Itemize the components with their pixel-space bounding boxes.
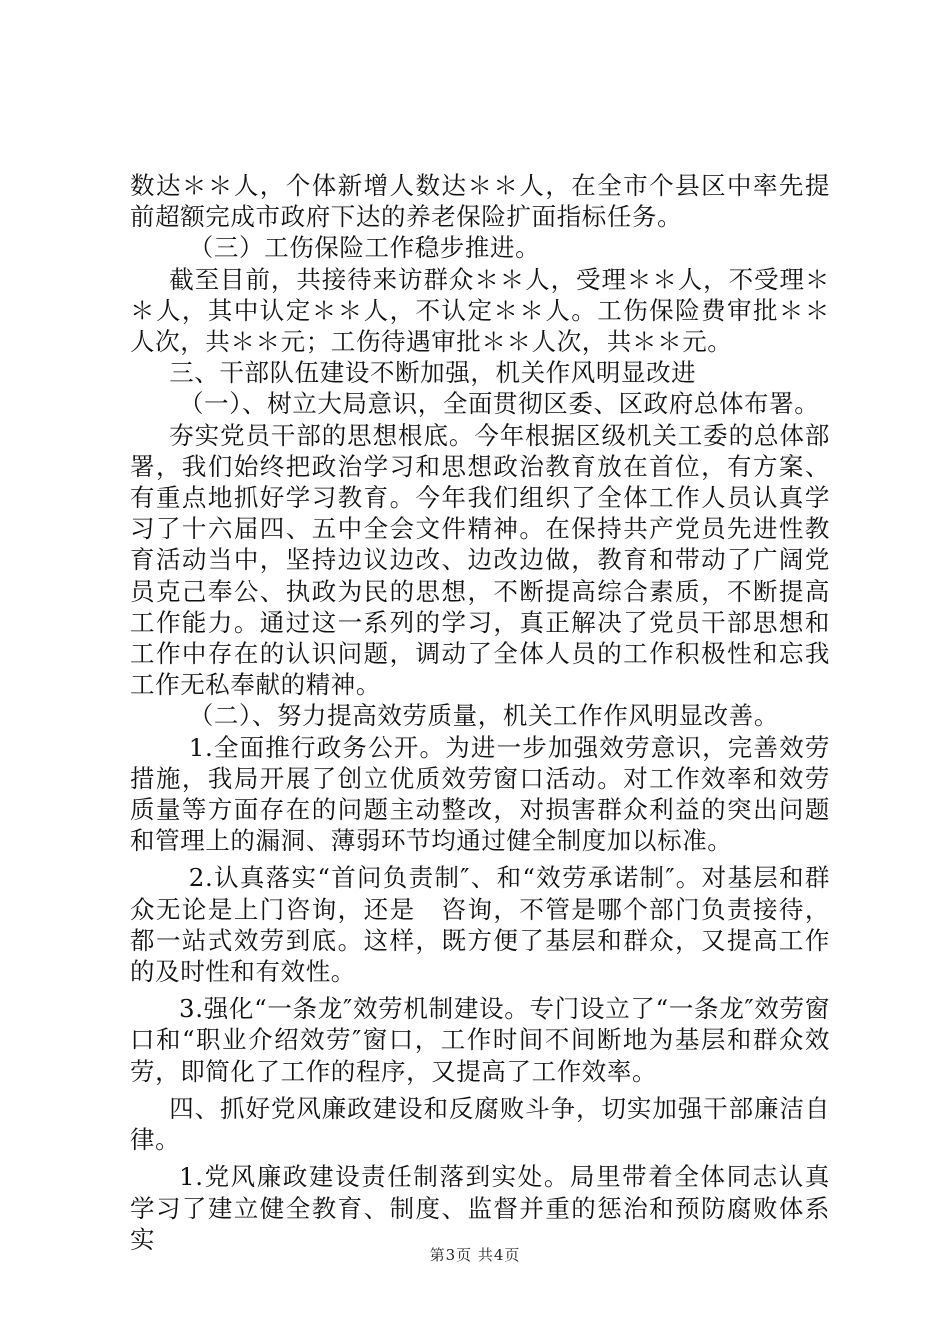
document-body [130, 170, 830, 1255]
paragraph-item-1: 1.全面推行政务公开。为进一步加强效劳意识，完善效劳措施，我局开展了创立优质效劳窗口活动。对工作效率和效劳质量等方面存在的问题主动整改，对损害群众利益的突出问题和管理上的漏洞、薄弱环节均通过健全制度加以标准。 [130, 732, 830, 856]
heading-subsection-two: （二）、努力提高效劳质量，机关工作作风明显改善。 [188, 701, 779, 731]
heading-injury-insurance: （三）工伤保险工作稳步推进。 [188, 233, 541, 263]
heading-subsection-one: （一）、树立大局意识，全面贯彻区委、区政府总体布署。 [179, 389, 820, 419]
paragraph-party-study: 夯实党员干部的思想根底。今年根据区级机关工委的总体部署，我们始终把政治学习和思想政治教育放在首位，有方案、有重点地抓好学习教育。今年我们组织了全体工作人员认真学习了十六届四、五中全会文件精神。在保持共产党员先进性教育活动当中，坚持边议边改、边改边做，教育和带动了广阔党员克己奉公、执政为民的思想，不断提高综合素质，不断提高工作能力。通过这一系列的学习，真正解决了党员干部思想和工作中存在的认识问题，调动了全体人员的工作积极性和忘我工作无私奉献的精神。 [130, 420, 830, 700]
paragraph-injury-stats: 截至目前，共接待来访群众＊＊人，受理＊＊人，不受理＊＊人，其中认定＊＊人，不认定＊＊人。工伤保险费审批＊＊人次，共＊＊元；工伤待遇审批＊＊人次，共＊＊元。 [130, 264, 830, 357]
paragraph-item-2: 2.认真落实“首问负责制″、和“效劳承诺制″。对基层和群众无论是上门咨询，还是 咨询，不管是哪个部门负责接待，都一站式效劳到底。这样，既方便了基层和群众，又提高工作的及时性和有效性。 [130, 863, 830, 987]
paragraph-item-3: 3.强化“一条龙″效劳机制建设。专门设立了“一条龙″效劳窗口和“职业介绍效劳″窗口，工作时间不间断地为基层和群众效劳，即简化了工作的程序，又提高了工作效率。 [130, 994, 830, 1086]
page-footer: 第3页 共4页 [429, 1246, 521, 1264]
paragraph-integrity-item-1: 1.党风廉政建设责任制落到实处。局里带着全体同志认真学习了建立健全教育、制度、监督并重的惩治和预防腐败体系实 [130, 1162, 830, 1254]
paragraph-pension-continued: 数达＊＊人，个体新增人数达＊＊人，在全市个县区中率先提前超额完成市政府下达的养老保险扩面指标任务。 [130, 171, 830, 232]
heading-section-four: 四、抓好党风廉政建设和反腐败斗争，切实加强干部廉洁自律。 [130, 1093, 830, 1155]
heading-section-three: 三、干部队伍建设不断加强，机关作风明显改进 [169, 358, 697, 388]
